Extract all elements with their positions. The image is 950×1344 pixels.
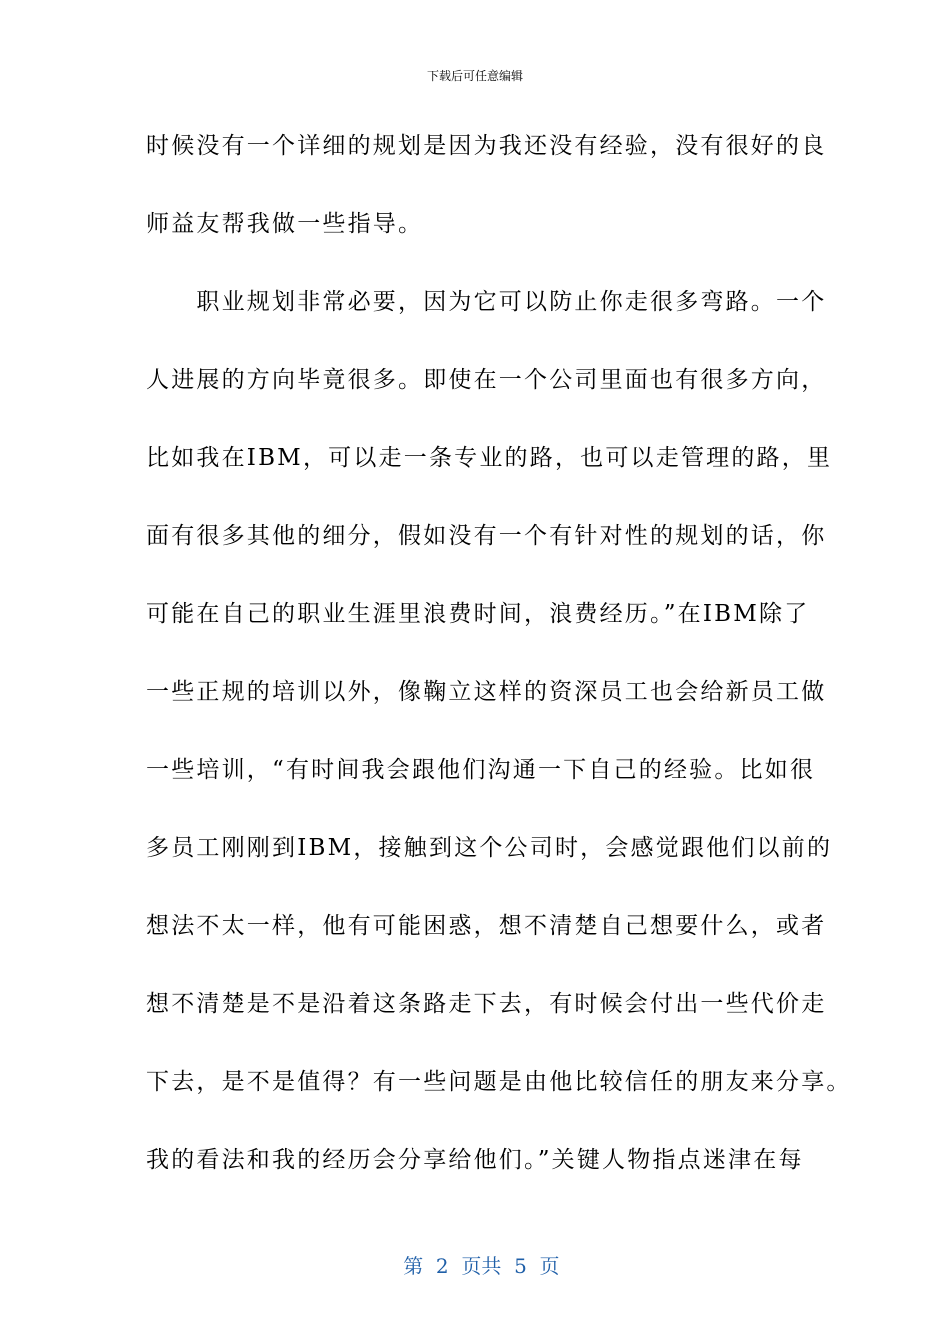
page-number-label: 第 2 页共 5 页 [403, 1254, 560, 1278]
body-line: 多员工刚刚到IBM，接触到这个公司时，会感觉跟他们以前的 [146, 835, 833, 861]
body-line: 职业规划非常必要，因为它可以防止你走很多弯路。一个 [146, 289, 827, 315]
body-line: 一些正规的培训以外，像鞠立这样的资深员工也会给新员工做 [146, 679, 827, 705]
body-line: 人进展的方向毕竟很多。即使在一个公司里面也有很多方向， [146, 367, 827, 393]
body-line: 我的看法和我的经历会分享给他们。”关键人物指点迷津在每 [146, 1147, 804, 1173]
body-line: 下去，是不是值得？有一些问题是由他比较信任的朋友来分享。 [146, 1069, 852, 1095]
body-line: 时候没有一个详细的规划是因为我还没有经验，没有很好的良 [146, 133, 827, 159]
page-footer [0, 1224, 950, 1280]
body-line: 师益友帮我做一些指导。 [146, 211, 424, 237]
body-line: 可能在自己的职业生涯里浪费时间，浪费经历。”在IBM除了 [146, 601, 810, 627]
body-line: 想不清楚是不是沿着这条路走下去，有时候会付出一些代价走 [146, 991, 827, 1017]
body-line: 面有很多其他的细分，假如没有一个有针对性的规划的话，你 [146, 523, 827, 549]
body-line: 一些培训，“有时间我会跟他们沟通一下自己的经验。比如很 [146, 757, 816, 783]
body-line: 比如我在IBM，可以走一条专业的路，也可以走管理的路，里 [146, 445, 833, 471]
document-body [146, 120, 852, 1212]
header-note: 下载后可任意编辑 [426, 69, 523, 83]
body-line: 想法不太一样，他有可能困惑，想不清楚自己想要什么，或者 [146, 913, 827, 939]
page-header [0, 68, 950, 84]
